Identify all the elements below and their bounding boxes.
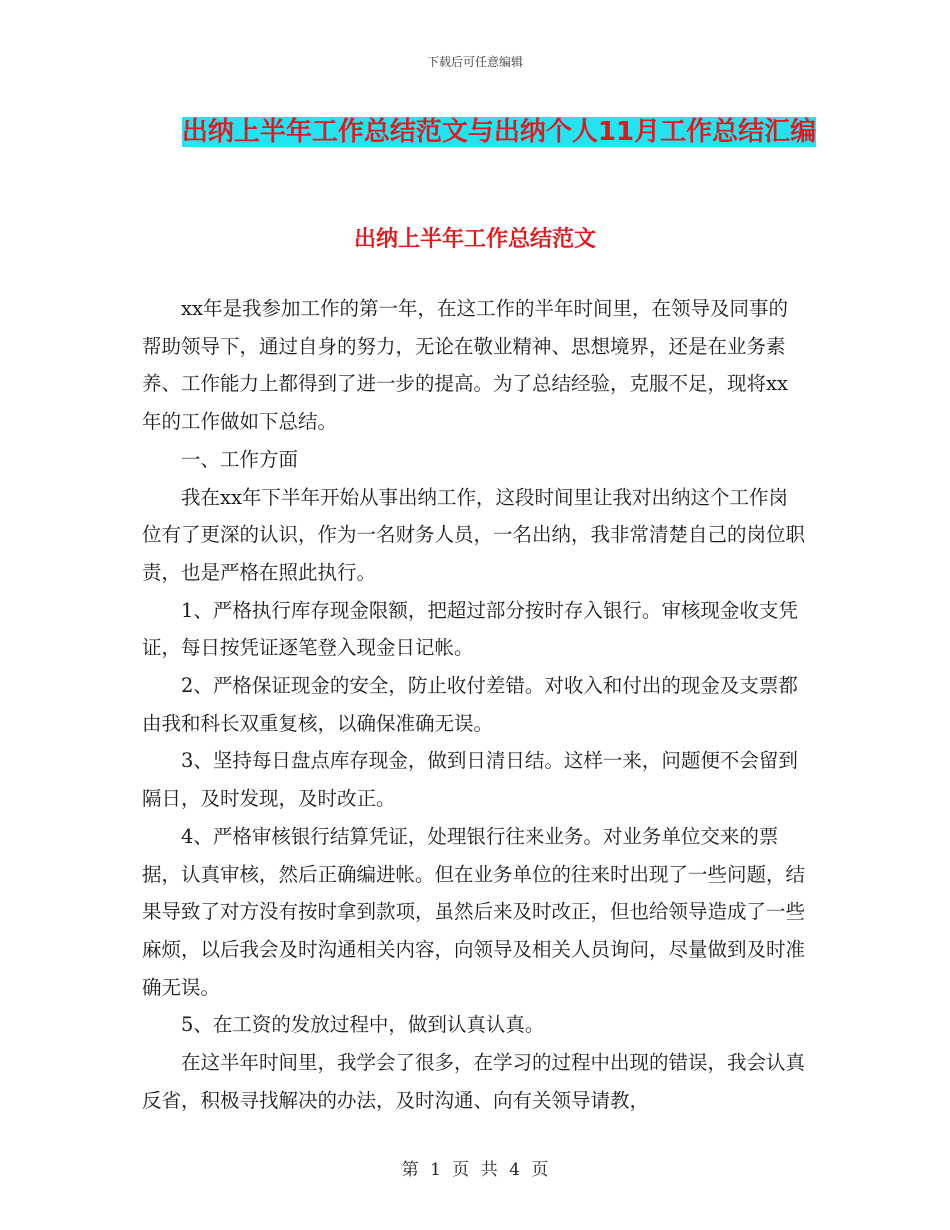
paragraph: 3、坚持每日盘点库存现金，做到日清日结。这样一来，问题便不会留到隔日，及时发现，及时改正。 xyxy=(142,749,798,811)
paragraph: 5、在工资的发放过程中，做到认真认真。 xyxy=(181,1013,545,1037)
paragraph: xx年是我参加工作的第一年，在这工作的半年时间里，在领导及同事的帮助领导下，通过自身的努力，无论在敬业精神、思想境界，还是在业务素养、工作能力上都得到了进一步的提高。为了总结经验，克服不足，现将xx年的工作做如下总结。 xyxy=(142,297,788,434)
paragraph: 我在xx年下半年开始从事出纳工作，这段时间里让我对出纳这个工作岗位有了更深的认识，作为一名财务人员，一名出纳，我非常清楚自己的岗位职责，也是严格在照此执行。 xyxy=(142,485,806,584)
paragraph: 一、工作方面 xyxy=(181,447,299,471)
body-text xyxy=(142,290,807,1119)
paragraph: 1、严格执行库存现金限额，把超过部分按时存入银行。审核现金收支凭证，每日按凭证逐笔登入现金日记帐。 xyxy=(142,598,798,660)
section-title: 出纳上半年工作总结范文 xyxy=(353,227,596,252)
document-title-text: 出纳上半年工作总结范文与出纳个人11月工作总结汇编 xyxy=(181,117,817,147)
paragraph: 2、严格保证现金的安全，防止收付差错。对收入和付出的现金及支票都由我和科长双重复核，以确保准确无误。 xyxy=(142,674,798,735)
header-note: 下载后可任意编辑 xyxy=(426,55,523,69)
paragraph: 在这半年时间里，我学会了很多，在学习的过程中出现的错误，我会认真反省，积极寻找解决的办法，及时沟通、向有关领导请教， xyxy=(142,1051,806,1112)
document-title xyxy=(140,108,858,156)
paragraph: 4、严格审核银行结算凭证，处理银行往来业务。对业务单位交来的票据，认真审核，然后正确编进帐。但在业务单位的往来时出现了一些问题，结果导致了对方没有按时拿到款项，虽然后来及时改正，但也给领导造成了一些麻烦，以后我会及时沟通相关内容，向领导及相关人员询问，尽量做到及时准确无误。 xyxy=(142,824,806,999)
page-footer: 第 1 页 共 4 页 xyxy=(401,1160,549,1180)
